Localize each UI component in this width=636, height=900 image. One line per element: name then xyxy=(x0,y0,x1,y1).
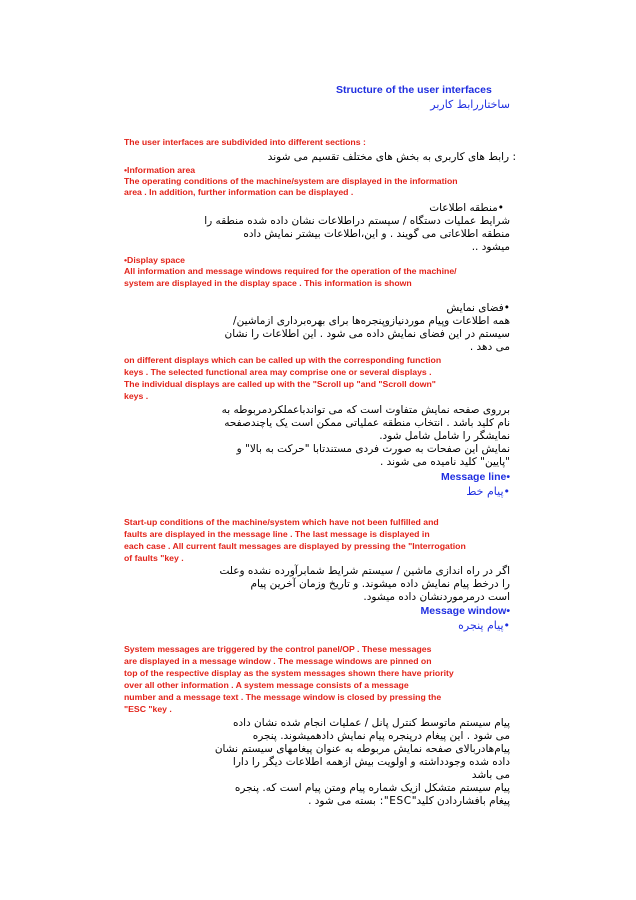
message-window-persian-line: پیام‌هادربالای صفحه نمایش مربوطه به عنوان پیغامهای سیستم نشان xyxy=(214,743,510,755)
message-window-heading-persian: •پیام پنجره xyxy=(458,619,510,632)
display-space-persian-line: "پایین" کلید نامیده می شوند . xyxy=(379,456,510,468)
message-line-persian-line: است درمرمورد‌نشان داده میشود. xyxy=(363,591,510,603)
message-window-line: top of the respective display as the system messages shown there have priority xyxy=(124,668,454,678)
display-space-persian-line: نام کلید باشد . انتخاب منطقه عملیاتی ممکن است یک یاچندصفحه xyxy=(224,417,510,429)
information-area-line: area . In addition, further information can be displayed . xyxy=(124,187,354,197)
message-line-line: each case . All current fault messages are displayed by pressing the "Interrogation xyxy=(124,541,466,551)
message-window-persian-line: پیغام بافشاردادن کلید"ESC": بسته می شود . xyxy=(308,795,510,807)
page-title-persian: ساختاررابط کاربر xyxy=(430,98,510,111)
display-space-persian-line: نمایشگر را شامل شامل شود. xyxy=(379,430,510,442)
message-window-persian-line: پیام سیستم متشکل ازیک شماره پیام ومتن پیام است که. پنجره xyxy=(234,782,510,794)
display-space-line: The individual displays are called up with the "Scroll up "and "Scroll down" xyxy=(124,379,436,389)
message-line-line: of faults "key . xyxy=(124,553,184,563)
page-title: Structure of the user interfaces xyxy=(336,84,492,96)
intro-text: The user interfaces are subdivided into different sections : xyxy=(124,137,366,147)
message-line-line: faults are displayed in the message line . The last message is displayed in xyxy=(124,529,430,539)
display-space-persian-line: نمایش این صفحات به صورت فردی مستندتابا "حرکت به بالا" و xyxy=(236,443,510,455)
display-space-persian-line: برروی صفحه نمایش متفاوت است که می تواندباعملکردمربوطه به xyxy=(221,404,510,416)
information-area-line: The operating conditions of the machine/system are displayed in the information xyxy=(124,176,458,186)
message-window-heading: Message window• xyxy=(420,605,510,617)
display-space-persian-line: همه اطلاعات وپیام موردنیازوپنجره‌ها برای بهره‌برداری ازماشین/ xyxy=(233,315,510,327)
message-window-line: "ESC "key . xyxy=(124,704,172,714)
display-space-heading: •Display space xyxy=(124,255,185,265)
display-space-heading-persian: •فضای نمایش xyxy=(446,302,510,314)
information-area-persian-line: شرایط عملیات دستگاه / سیستم دراطلاعات نشان داده شده منطقه را xyxy=(204,215,510,227)
message-line-persian-line: را درخط پیام نمایش داده میشوند. و تاریخ وزمان آخرین پیام xyxy=(250,578,510,590)
intro-text-persian: : رابط های کاربری به بخش های مختلف تقسیم می شوند xyxy=(267,151,516,163)
display-space-persian-line: سیستم در این فضای نمایش داده می شود . این اطلاعات را نشان xyxy=(224,328,510,340)
message-window-line: System messages are triggered by the control panel/OP . These messages xyxy=(124,644,432,654)
information-area-heading-persian: •منطقه اطلاعات xyxy=(429,202,504,214)
message-window-persian-line: می باشد xyxy=(471,769,510,781)
message-window-persian-line: داده شده وجودداشته و اولویت بیش ازهمه اطلاعات دیگر را دارا xyxy=(232,756,510,768)
display-space-line: All information and message windows required for the operation of the machine/ xyxy=(124,266,457,276)
information-area-heading: •Information area xyxy=(124,165,196,175)
message-window-line: are displayed in a message window . The message windows are pinned on xyxy=(124,656,432,666)
message-line-persian-line: اگر در راه اندازی ماشین / سیستم شرایط شمابرآورده نشده وعلت xyxy=(219,565,510,577)
message-line-heading: Message line• xyxy=(440,471,510,483)
information-area-persian-line: منطقه اطلاعاتی می گویند . و این،اطلاعات بیشتر نمایش داده xyxy=(243,228,510,240)
message-window-persian-line: پیام سیستم ماتوسط کنترل پانل / عملیات انجام شده نشان داده xyxy=(232,717,510,729)
message-window-persian-line: می شود . این پیغام درپنجره پیام نمایش دادهمیشوند. پنجره xyxy=(252,730,510,742)
display-space-line: on different displays which can be called up with the corresponding function xyxy=(124,355,442,365)
message-line-line: Start-up conditions of the machine/system which have not been fulfilled and xyxy=(124,517,439,527)
display-space-line: keys . The selected functional area may comprise one or several displays . xyxy=(124,367,432,377)
information-area-persian-line: میشود .. xyxy=(471,241,510,253)
display-space-persian-line: می دهد . xyxy=(469,341,510,353)
message-window-line: number and a message text . The message window is closed by pressing the xyxy=(124,692,442,702)
display-space-line: system are displayed in the display space . This information is shown xyxy=(124,278,412,288)
message-window-line: over all other information . A system message consists of a message xyxy=(124,680,409,690)
display-space-line: keys . xyxy=(124,391,149,401)
message-line-heading-persian: •پیام خط xyxy=(466,485,510,498)
